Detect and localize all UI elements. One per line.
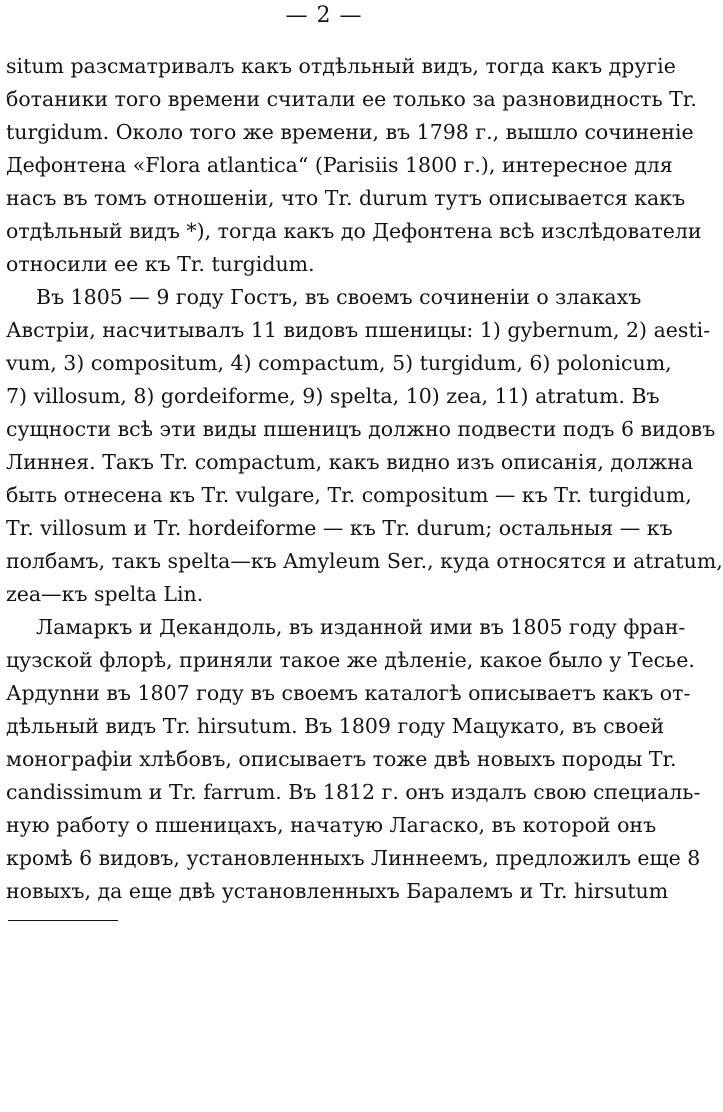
text-line: Tr. villosum и Tr. hordeiforme — къ Tr. durum; остальныя — къ [6, 516, 673, 540]
text-line: turgidum. Около того же времени, въ 1798 г., вышло сочиненіе [6, 120, 694, 144]
text-line: новыхъ, да еще двѣ установленныхъ Баралемъ и Tr. hirsutum [6, 879, 669, 903]
text-line: полбамъ, такъ spelta—къ Amyleum Ser., куда относятся и atratum, [6, 549, 723, 573]
text-line: candissimum и Tr. farrum. Въ 1812 г. онъ издалъ свою специаль- [6, 780, 701, 804]
text-line: кромѣ 6 видовъ, установленныхъ Линнеемъ, предложилъ еще 8 [6, 846, 701, 870]
text-line: отдѣльный видъ *), тогда какъ до Дефонтена всѣ изслѣдователи [6, 219, 702, 243]
text-line: монографіи хлѣбовъ, описываетъ тоже двѣ новыхъ породы Tr. [6, 747, 677, 771]
text-line: Австріи, насчитывалъ 11 видовъ пшеницы: 1) gybernum, 2) aesti- [6, 318, 711, 342]
text-line: дѣльный видъ Tr. hirsutum. Въ 1809 году Мацукато, въ своей [6, 714, 665, 738]
text-line: zea—къ spelta Lin. [6, 582, 204, 606]
text-line: Въ 1805 — 9 году Гостъ, въ своемъ сочиненіи о злакахъ [36, 285, 642, 309]
text-line: situm разсматривалъ какъ отдѣльный видъ, тогда какъ другіе [6, 54, 676, 78]
page-number: — 2 — [285, 3, 363, 28]
footnote-divider [8, 920, 118, 921]
text-line: ную работу о пшеницахъ, начатую Лагаско, въ которой онъ [6, 813, 657, 837]
text-line: Ардуnни въ 1807 году въ своемъ каталогѣ описываетъ какъ от- [6, 681, 691, 705]
text-line: Линнея. Такъ Tr. compactum, какъ видно изъ описанія, должна [6, 450, 694, 474]
text-line: Ламаркъ и Декандоль, въ изданной ими въ 1805 году фран- [36, 615, 686, 639]
text-line: Дефонтена «Flora atlantica“ (Parisiis 1800 г.), интересное для [6, 153, 673, 177]
text-line: 7) villosum, 8) gordeiforme, 9) spelta, 10) zea, 11) atratum. Въ [6, 384, 660, 408]
text-line: цузской флорѣ, приняли такое же дѣленіе, какое было у Тесье. [6, 648, 695, 672]
text-line: ботаники того времени считали ее только за разновидность Tr. [6, 87, 697, 111]
text-line: относили ее къ Tr. turgidum. [6, 252, 315, 276]
text-line: сущности всѣ эти виды пшеницъ должно подвести подъ 6 видовъ [6, 417, 716, 441]
text-line: vum, 3) compositum, 4) compactum, 5) turgidum, 6) polonicum, [6, 351, 672, 375]
text-line: быть отнесена къ Tr. vulgare, Tr. compositum — къ Tr. turgidum, [6, 483, 692, 507]
text-line: насъ въ томъ отношеніи, что Tr. durum тутъ описывается какъ [6, 186, 686, 210]
